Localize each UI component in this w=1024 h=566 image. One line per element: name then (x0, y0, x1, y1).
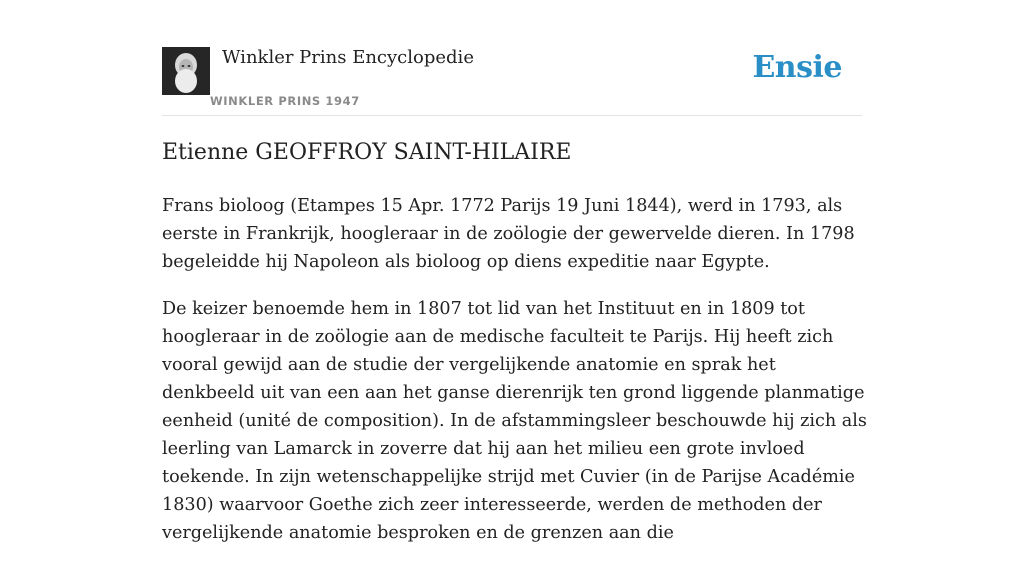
edition-subtitle: WINKLER PRINS 1947 (210, 94, 360, 108)
article-paragraph: Frans bioloog (Etampes 15 Apr. 1772 Parijs 19 Juni 1844), werd in 1793, als eerste in Frankrijk, hoogleraar in de zoölogie der gewervelde dieren. In 1798 begeleidde hij Napoleon als bioloog op diens expeditie naar Egypte. (162, 196, 855, 272)
article-body (162, 192, 867, 566)
ensie-logo[interactable]: Ensie (752, 50, 842, 85)
page-title: Etienne GEOFFROY SAINT-HILAIRE (162, 140, 572, 165)
site-header (162, 0, 862, 116)
site-title-link[interactable]: Winkler Prins Encyclopedie (222, 47, 474, 68)
article-paragraph: De keizer benoemde hem in 1807 tot lid van het Instituut en in 1809 tot hoogleraar in de zoölogie aan de medische faculteit te Parijs. Hij heeft zich vooral gewijd aan de studie der vergelijkende anatomie en sprak het denkbeeld uit van een aan het ganse dierenrijk ten grond liggende planmatige eenheid (unité de composition). In de afstammingsleer beschouwde hij zich als leerling van Lamarck in zoverre dat hij aan het milieu een grote invloed toekende. In zijn wetenschappelijke strijd met Cuvier (in de Parijse Académie 1830) waarvoor Goethe zich zeer interesseerde, werden de methoden der vergelijkende anatomie besproken en de grenzen aan die (162, 299, 867, 543)
page-container (162, 0, 867, 543)
portrait-avatar-icon[interactable] (162, 47, 210, 95)
